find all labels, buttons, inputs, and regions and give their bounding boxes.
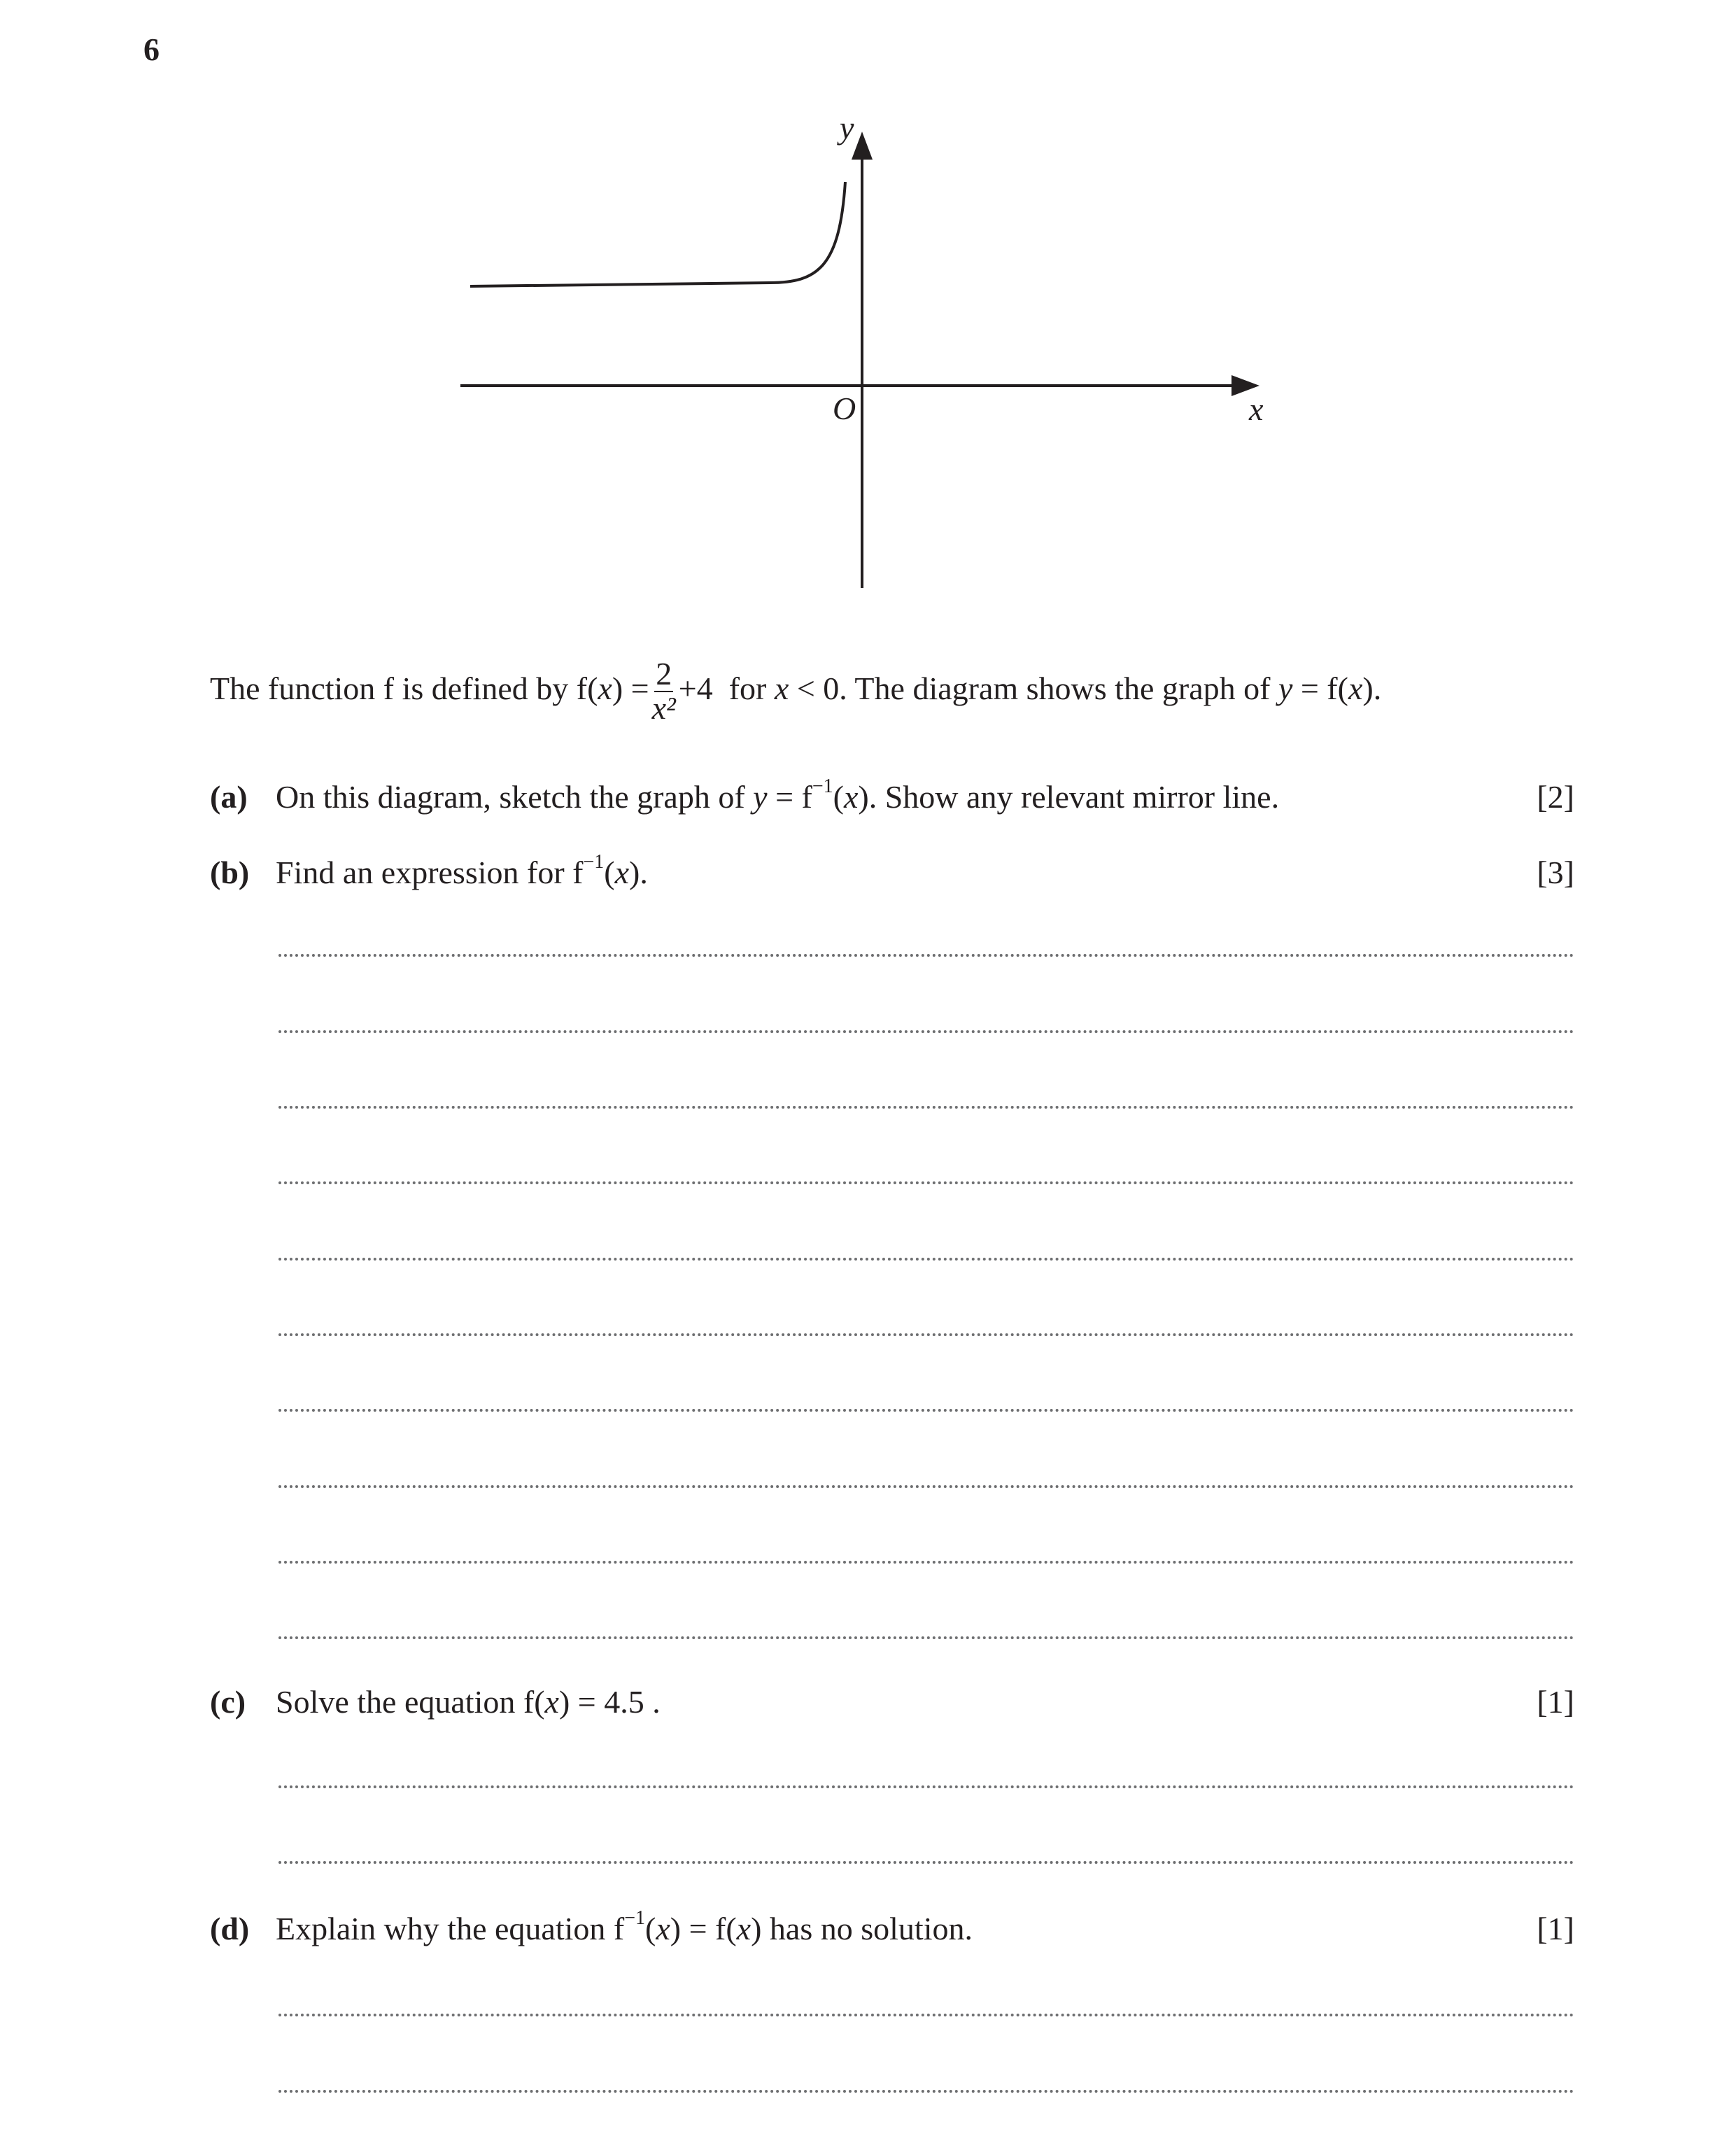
part-b-x: x: [614, 855, 630, 890]
part-a: [210, 775, 1280, 815]
part-c: [210, 1683, 661, 1720]
answer-line[interactable]: [278, 1409, 1574, 1412]
part-a-text-2: = f: [767, 779, 812, 815]
part-d-letter: (d): [210, 1911, 250, 1946]
page-number: 6: [143, 31, 160, 67]
intro-prefix: The function f is defined by f(: [210, 670, 598, 706]
part-a-letter: (a): [210, 779, 248, 815]
fraction: [652, 657, 676, 724]
answer-line[interactable]: [278, 1258, 1574, 1261]
answer-line[interactable]: [278, 1561, 1574, 1564]
answer-line[interactable]: [278, 1030, 1574, 1033]
part-c-text-2: ) = 4.5 .: [558, 1684, 661, 1720]
part-d-x2: x: [736, 1911, 751, 1946]
part-c-marks: [1]: [1537, 1684, 1574, 1720]
intro-eq: ) =: [612, 670, 649, 706]
part-b-text-2: (: [604, 855, 615, 890]
fraction-numerator: 2: [656, 656, 672, 692]
answer-line[interactable]: [278, 2014, 1574, 2016]
answer-line[interactable]: [278, 1181, 1574, 1184]
intro-x2: x: [774, 670, 789, 706]
y-axis-arrow: [852, 132, 873, 160]
intro-cond: < 0. The diagram shows the graph of: [789, 670, 1278, 706]
answer-line[interactable]: [278, 1785, 1574, 1788]
part-d-sup: −1: [624, 1907, 646, 1929]
part-a-x: x: [843, 779, 859, 815]
part-d-text-3: ) = f(: [670, 1911, 737, 1946]
part-b-text-3: ).: [629, 855, 648, 890]
origin-label: O: [833, 391, 856, 426]
intro-tail: = f(: [1292, 670, 1348, 706]
part-d-marks: [1]: [1537, 1911, 1574, 1946]
part-b-marks: [3]: [1537, 855, 1574, 890]
part-a-text-1: On this diagram, sketch the graph of: [276, 779, 754, 815]
part-d-text-2: (: [645, 1911, 656, 1946]
part-b-letter: (b): [210, 855, 250, 890]
part-b-sup: −1: [583, 851, 605, 873]
part-a-sup: −1: [812, 775, 833, 797]
answer-line[interactable]: [278, 1106, 1574, 1109]
part-d: [210, 1907, 973, 1947]
y-axis-label: y: [840, 110, 854, 146]
curve-f: [470, 182, 845, 286]
part-b-text-1: Find an expression for f: [276, 855, 584, 890]
part-b: [210, 851, 648, 891]
part-d-text-4: ) has no solution.: [751, 1911, 973, 1946]
answer-line[interactable]: [278, 954, 1574, 957]
answer-line[interactable]: [278, 1636, 1574, 1639]
part-a-text-4: ). Show any relevant mirror line.: [858, 779, 1280, 815]
answer-line[interactable]: [278, 1333, 1574, 1336]
part-c-x: x: [544, 1684, 559, 1720]
part-a-y: y: [753, 779, 768, 815]
part-d-text-1: Explain why the equation f: [276, 1911, 625, 1946]
intro-x3: x: [1348, 670, 1363, 706]
answer-line[interactable]: [278, 2090, 1574, 2093]
part-c-text-1: Solve the equation f(: [276, 1684, 545, 1720]
x-axis-label: x: [1249, 391, 1264, 427]
answer-line[interactable]: [278, 1861, 1574, 1864]
intro-plus: +4 for: [678, 670, 775, 706]
intro-x: x: [598, 670, 612, 706]
fraction-denominator: x²: [651, 690, 676, 726]
part-d-x: x: [656, 1911, 670, 1946]
intro-end: ).: [1362, 670, 1382, 706]
function-definition: [210, 654, 1382, 726]
part-a-marks: [2]: [1537, 779, 1574, 815]
part-a-text-3: (: [833, 779, 844, 815]
answer-line[interactable]: [278, 1485, 1574, 1488]
function-graph: [0, 0, 1736, 630]
intro-y: y: [1278, 670, 1293, 706]
part-c-letter: (c): [210, 1684, 246, 1720]
